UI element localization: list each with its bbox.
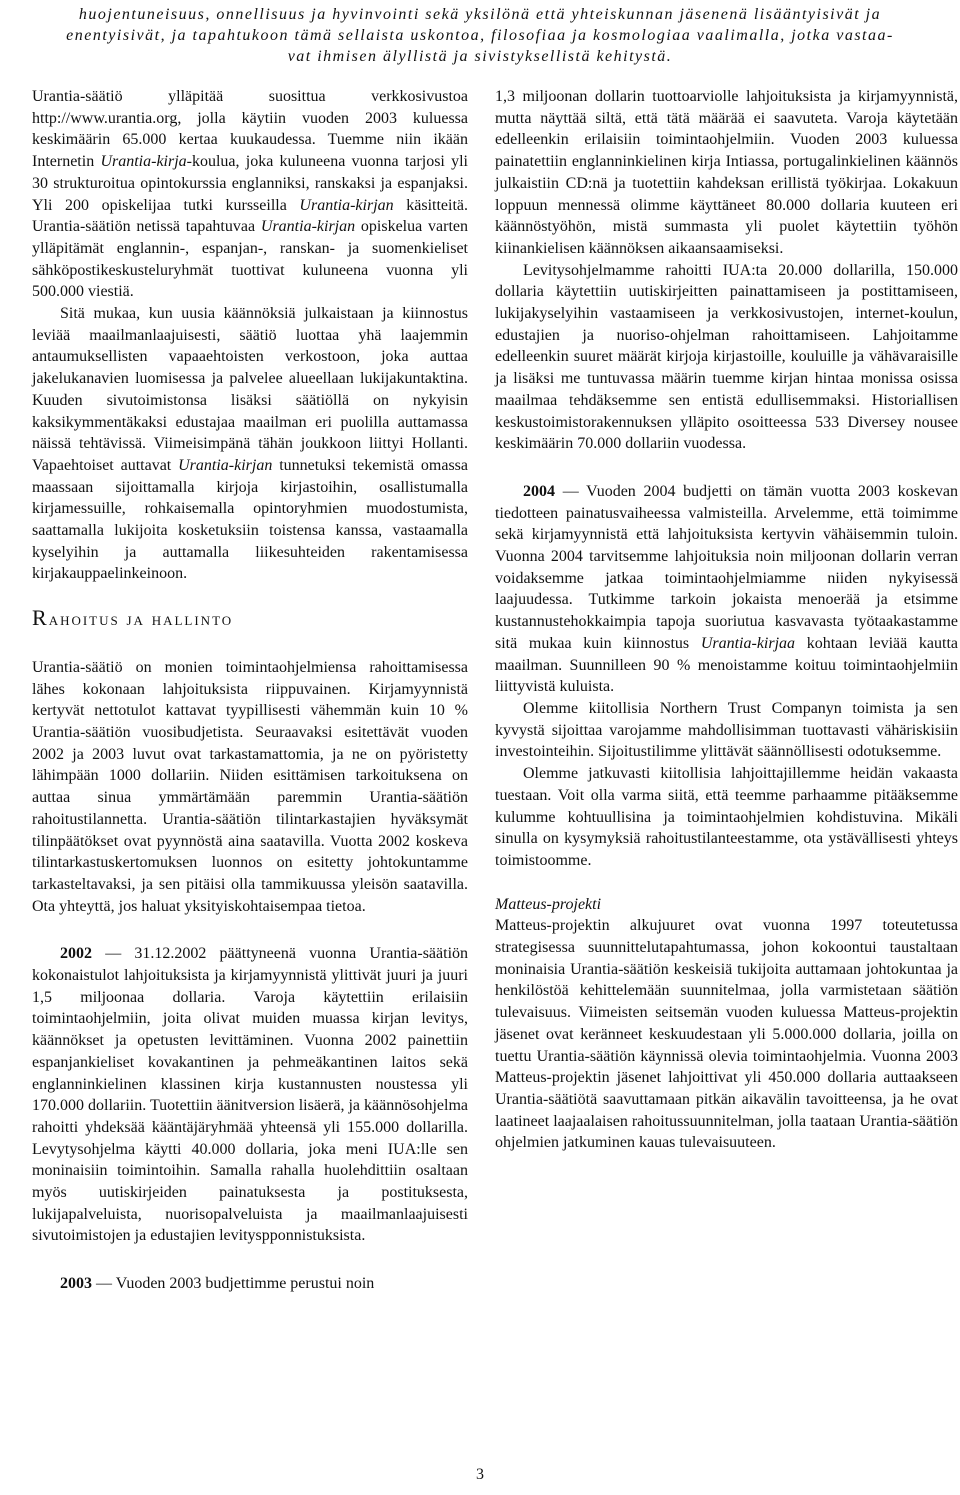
northern-trust-paragraph: Olemme kiitollisia Northern Trust Companyn toimista ja sen kyvystä sijoittaa varojamme mahdollisimman tuottavasti vähäriskisiin investointeihin. Sijoitustilimme ylittävät säännöllisesti odotuksemme.	[495, 699, 958, 761]
intro-line-3: vat ihmisen älyllistä ja sivistyksellistä kehitystä.	[287, 48, 673, 65]
page-number: 3	[476, 1466, 484, 1483]
intro-line-1: huojentuneisuus, onnellisuus ja hyvinvointi sekä yksilönä että yhteiskunnan jäsenenä lisääntyisivät ja	[78, 6, 882, 23]
em-dash: —	[562, 482, 579, 500]
intro-italic-paragraph	[6, 4, 954, 67]
right-column	[495, 86, 958, 1154]
year-2003-label: 2003	[60, 1275, 92, 1293]
year-2004-paragraph: 2004 — Vuoden 2004 budjetti on tämän vuotta 2003 koskevan tiedotteen painatusvaiheessa valmisteilla. Arvelemme, että toimimme sekä kirjamyynnistä että lahjoituksista kertyvin vähäisemmin tuloin. Vuonna 2004 tarvitsemme lahjoituksia noin miljoonan dollarin verran voidaksemme jatkaa toimintaohjelmiamme niiden nykyisessä laajuudessa. Tutkimme tarkoin jokaista menoerää ja etsimme kustannustehokkaimpia tapoja suoriutua kasvavasta työtaakastamme sitä mukaa kuin kiinnostus Urantia-kirjaa kohtaan leviää kautta maailman. Suunnilleen 90 % menoistamme koituu toimintaohjelmiin liittyvistä kuluista.	[495, 482, 958, 696]
left-column	[32, 86, 468, 1295]
year-2002-paragraph: 2002 — 31.12.2002 päättyneenä vuonna Urantia-säätiön kokonaistulot lahjoituksista ja kirjamyynnistä ylittivät juuri ja juuri 1,5 miljoonaa dollaria. Varoja käytettiin erilaisiin toimintaohjelmiin, joita olivat muiden muassa kirjan levitys, käännökset ja opetusten levittäminen. Vuonna 2002 painettiin espanjankieliset kovakantinen ja pehmeäkantinen laitos sekä englanninkielinen klassinen kirja kustannusten noustessa yli 170.000 dollariin. Tuotettiin äänitversion lisäerä, ja käännösohjelma rahoitti yhdeksää kääntäjäryhmää yhteensä yli 155.000 dollarilla. Levytysohjelma käytti 40.000 dollaria, joka meni IUA:lle sen moninaisiin toimintoihin. Samalla rahalla huolehdittiin osaltaan myös uutiskirjeiden painatuksesta ja postituksesta, lukijapalveluista, nuorisopalveluista ja maailmanlaajuisesti sivutoimistojen ja edustajien levityspponnistuksista.	[32, 945, 469, 1245]
matteus-project-paragraph: Matteus-projektin alkujuuret ovat vuonna 1997 toteutetussa strategisessa suunnittelutapahtumassa, johon kokoontui taustaltaan moninaisia Urantia-säätiön keskeisiä tukijoita auttamaan johtokuntaa ja henkilöstöä kehittelemään suunnitelmaa, jolla varmistetaan säätiön tulevaisuus. Viimeisten seitsemän vuoden kuluessa Matteus-projektin jäsenet ovat keränneet keskuudestaan yli 5.000.000 dollaria, joilla on tuettu Urantia-säätiön käynnissä olevia toimintaohjelmia. Vuonna 2003 Matteus-projektin jäsenet lahjoittivat yli 450.000 dollaria auttaakseen Urantia-säätiötä saavuttamaan pitkän aikavälin tavoitteensa, ja he ovat laatineet laajaalaisen rahoitussuunnitelman, jolla taataan Urantia-säätiön ohjelmien jatkuminen kauas tulevaisuuteen.	[495, 917, 958, 1152]
website-paragraph: Urantia-säätiö ylläpitää suosittua verkkosivustoa http://www.urantia.org, jolla käytiin vuoden 2003 kuluessa keskimäärin 65.000 kertaa kuukaudessa. Tuemme niin ikään Internetin Urantia-kirja-koulua, joka kuluneena vuonna tarjosi yli 30 strukturoitua opintokurssia englanniksi, ranskaksi ja espanjaksi. Yli 200 opiskelijaa tutki kursseilla Urantia-kirjan käsitteitä. Urantia-säätiön netissä tapahtuvaa Urantia-kirjan opiskelua varten ylläpitämät englannin-, espanjan-, ranskan- ja suomenkieliset sähköpostikeskusteluryhmät tuottivat kuluneena vuonna yli 500.000 viestiä.	[32, 88, 469, 301]
section-heading-funding: Rahoitus ja hallinto	[32, 605, 234, 631]
em-dash: —	[96, 1275, 112, 1293]
funding-paragraph: Urantia-säätiö on monien toimintaohjelmiensa rahoittamisessa lähes kokonaan lahjoituksista riippuvainen. Kirjamyynnistä kertyvät nettotulot kattavat tyypillisesti vähemmän kuin 10 % Urantia-säätiön vuosibudjetista. Seuraavaksi esitettävät vuoden 2002 ja 2003 luvut ovat tarkastamattomia, ja ne on pyöristetty lähimpään 1000 dollariin. Niiden esittämisen tarkoituksena on auttaa sinua ymmärtämään paremmin Urantia-säätiön rahoitustilannetta. Urantia-säätiön tilintarkastajien hyväksymät tilinpäätökset ovat pyynnöstä aina saatavilla. Vuotta 2002 koskeva tilintarkastuskertomuksen luonnos on esitetty johtokuntamme tarkasteltavaksi, ja sen pitäisi olla tammikuussa yleisön saatavilla. Ota yhteyttä, jos haluat yksityiskohtaisempaa tietoa.	[32, 658, 468, 915]
year-2004-label: 2004	[523, 482, 555, 500]
budget-2003-continued-paragraph: 1,3 miljoonan dollarin tuottoarviolle lahjoituksista ja kirjamyynnistä, mutta näyttää siltä, että tätä määrää ei saavuteta. Varoja käytetään edelleenkin erilaisiin toimintaohjelmiin. Vuoden 2003 kuluessa painatettiin englanninkielinen kirja Intiassa, portugalinkielinen käännös julkaistiin CD:nä ja tuotettiin kahdeksan erillistä työkirjaa. Lokakuun loppuun mennessä olimme käyttäneet 80.000 dollaria kuuteen eri käännöstyöhön, mistä summasta yli puolet käytettiin työhön kiinankielisen käännöksen aikaansaamiseksi.	[495, 88, 958, 257]
subheading-matteus-project: Matteus-projekti	[495, 895, 602, 913]
volunteers-paragraph: Sitä mukaa, kun uusia käännöksiä julkaistaan ja kiinnostus leviää maailmanlaajuisesti, säätiö luottaa yhä laajemmin antaumuksellisten vapaaehtoisten verkostoon, joka auttaa jakelukanavien luomisessa ja palvelee alueellaan lukijakuntaktina. Kuuden sivutoimistonsa lisäksi säätiöllä on nykyisin kaksikymmentäkaksi edustajaa maailman eri puolilla auttamassa näissä tehtävissä. Viimeisimpänä tähän joukkoon liittyi Hollanti. Vapaehtoiset auttavat Urantia-kirjan tunnetuksi tekemistä omassa maassaan sijoittamalla kirjoja kirjastoihin, osallistumalla kirjamessuille, rohkaisemalla opintoryhmien muodostumista, saattamalla lukijoita kosketuksiin toistensa kanssa, vastaamalla kyselyihin ja auttamalla liikesuhteiden rakentamisessa kirjakauppaelinkeinoon.	[32, 305, 469, 583]
em-dash: —	[105, 945, 122, 963]
distribution-program-paragraph: Levitysohjelmamme rahoitti IUA:ta 20.000 dollarilla, 150.000 dollaria käytettiin uutiskirjeitten painattamiseen ja postittamiseen, lukijakyselyihin vastaamiseen ja verkkosivustojen, internet-koulun, edustajien ja nuoriso-ohjelman rahoittamiseen. Lahjoitamme edelleenkin suuret määrät kirjoja kirjastoille, kouluille ja vähävaraisille ja lisäksi me tuntuvassa määrin tuemme kirjan hintaa monissa osissa maailmaa tehdäksemme sen entistä edullisemmaksi. Historiallisen keskustoimistorakennuksen ylläpito osoitteessa 533 Diversey nousee keskimäärin 70.000 dollariin vuodessa.	[495, 261, 958, 453]
intro-line-2: enentyisivät, ja tapahtukoon tämä sellaista uskontoa, filosofiaa ja kosmologiaa vaalimalla, jotka vastaa-	[66, 27, 894, 44]
donors-thanks-paragraph: Olemme jatkuvasti kiitollisia lahjoittajillemme heidän vakaasta tuestaan. Voit olla varma siitä, että teemme parhaamme pitääksemme kulumme kohtuullisina ja toimintaohjelmien kohdistuvina. Mikäli sinulla on kysymyksiä rahoitustilanteestamme, ota ystävällisesti yhteys toimistoomme.	[495, 765, 958, 869]
year-2002-label: 2002	[60, 945, 92, 963]
year-2003-paragraph: 2003 — Vuoden 2003 budjettimme perustui noin	[60, 1275, 375, 1293]
